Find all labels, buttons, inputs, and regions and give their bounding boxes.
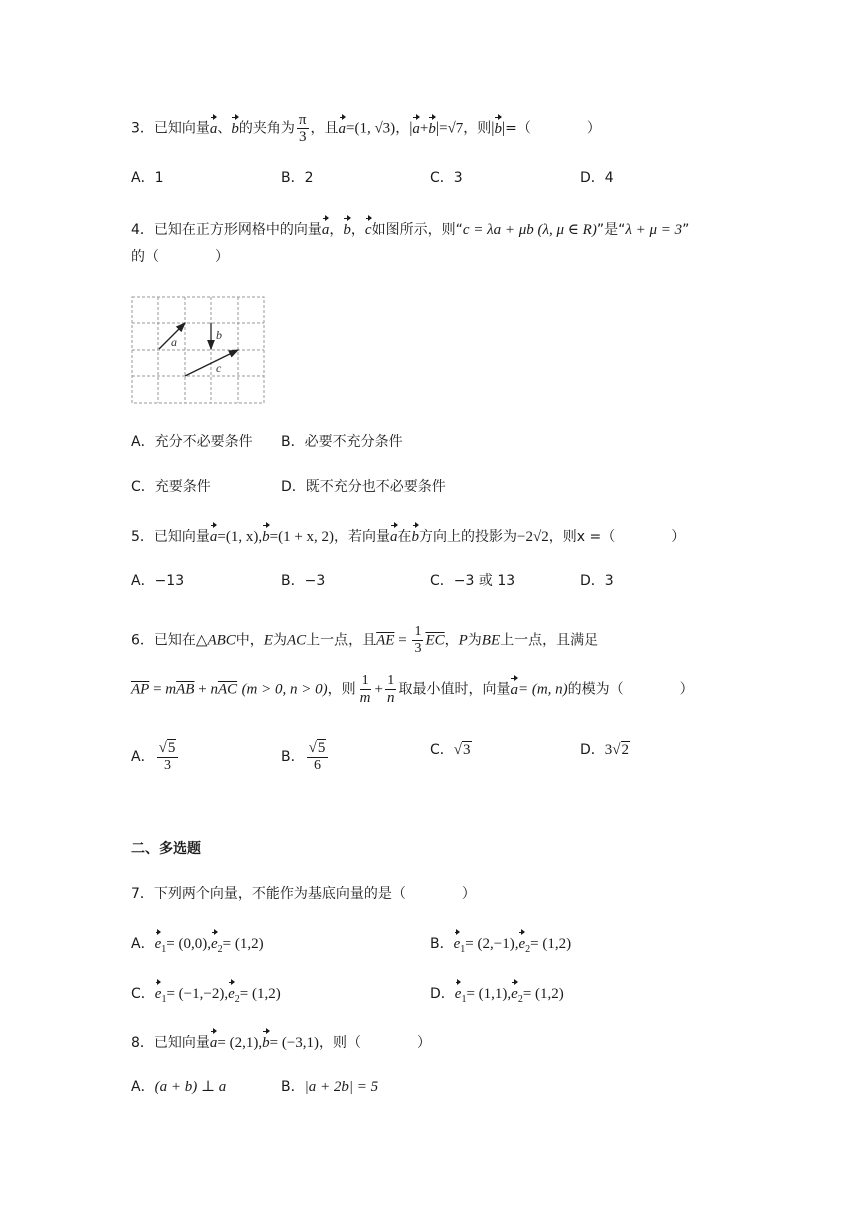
q5-option-a: A．−13	[131, 573, 185, 589]
q4-option-d: D．既不充分也不必要条件	[281, 479, 446, 495]
answer-blank: =（ ）	[505, 120, 601, 137]
sum-norm: =√7	[439, 120, 464, 137]
vector-a: a	[210, 115, 218, 139]
q6-option-c: C．√3	[430, 742, 471, 758]
q7-option-c: C．$e_1= (-1,-2),e_2= (1,2)$	[131, 980, 281, 1010]
q5-option-c: C．−3 或 13	[430, 573, 516, 589]
q8-stem: 8．已知向量a= (2,1),b= (−3,1)，则（ ）	[131, 1029, 431, 1053]
q3-option-b: B．2	[281, 170, 314, 186]
section-2-heading: 二、多选题	[131, 841, 201, 857]
q4-option-b: B．必要不充分条件	[281, 434, 403, 450]
q5-stem: 5．已知向量a=(1, x),b=(1 + x, 2)，若向量a在b方向上的投影为−2√2，则x =（ ）	[131, 523, 685, 547]
q5-option-d: D．3	[580, 573, 614, 589]
q4-stem-line2: 的（ ）	[131, 249, 229, 265]
q6-stem-line1: 6．已知在△ABC中，E为AC上一点，且$\overline{AE}$ = $\frac{1}{3}$ $\overline{EC}$，P为BE上一点，且满足	[131, 624, 599, 656]
q7-stem: 7．下列两个向量，不能作为基底向量的是（ ）	[131, 886, 476, 902]
q4-option-a: A．充分不必要条件	[131, 434, 253, 450]
q7-option-b: B．$e_1= (2,-1),e_2= (1,2)$	[430, 930, 571, 960]
vector-grid-figure	[131, 296, 267, 410]
condition-2: λ + μ = 3	[625, 222, 683, 238]
q8-option-a: A．(a + b) ⊥ a	[131, 1079, 227, 1095]
q8-option-b: B．|a + 2b| = 5	[281, 1079, 379, 1095]
projection-value: −2√2	[517, 529, 549, 545]
q4-option-c: C．充要条件	[131, 479, 211, 495]
condition-1: c = λa + μb (λ, μ ∈ R)	[462, 222, 597, 238]
a-value: =(1, √3)	[346, 120, 396, 137]
grid-svg	[131, 296, 267, 406]
label-a: a	[171, 335, 177, 349]
vector-b: b	[231, 115, 239, 139]
q6-option-a: A． $\frac{√5}{3}$	[131, 740, 180, 774]
q5-option-b: B．−3	[281, 573, 326, 589]
q7-option-d: D．$e_1= (1,1),e_2= (1,2)$	[430, 980, 564, 1010]
q7-option-a: A．$e_1= (0,0),e_2= (1,2)$	[131, 930, 264, 960]
q3-option-c: C．3	[430, 170, 463, 186]
angle-fraction: $\frac{\pi}{3}$	[298, 112, 307, 145]
label-c: c	[216, 361, 222, 375]
q3-stem: 3．已知向量a、b的夹角为 $\frac{\pi}{3}$ ，且a=(1, √3)，|a+b|=√7，则|b|=（ ）	[131, 112, 601, 145]
q6-option-d: D．3√2	[580, 742, 630, 758]
q4-stem: 4．已知在正方形网格中的向量a，b，c如图所示，则“c = λa + μb (λ, μ ∈ R)”是“λ + μ = 3”	[131, 216, 689, 240]
q3-option-a: A．1	[131, 170, 164, 186]
q6-option-b: B． $\frac{√5}{6}$	[281, 740, 330, 774]
q6-stem-line2: $\overline{AP} = m\overline{AB} + n\overline{AC}$ (m > 0, n > 0)，则 $\frac{1}{m}$ + $\frac{1}{n}$ 取最小值时，向量a= (m, n)的模为（ ）	[131, 673, 694, 706]
q3-option-d: D．4	[580, 170, 614, 186]
label-b: b	[216, 328, 222, 342]
